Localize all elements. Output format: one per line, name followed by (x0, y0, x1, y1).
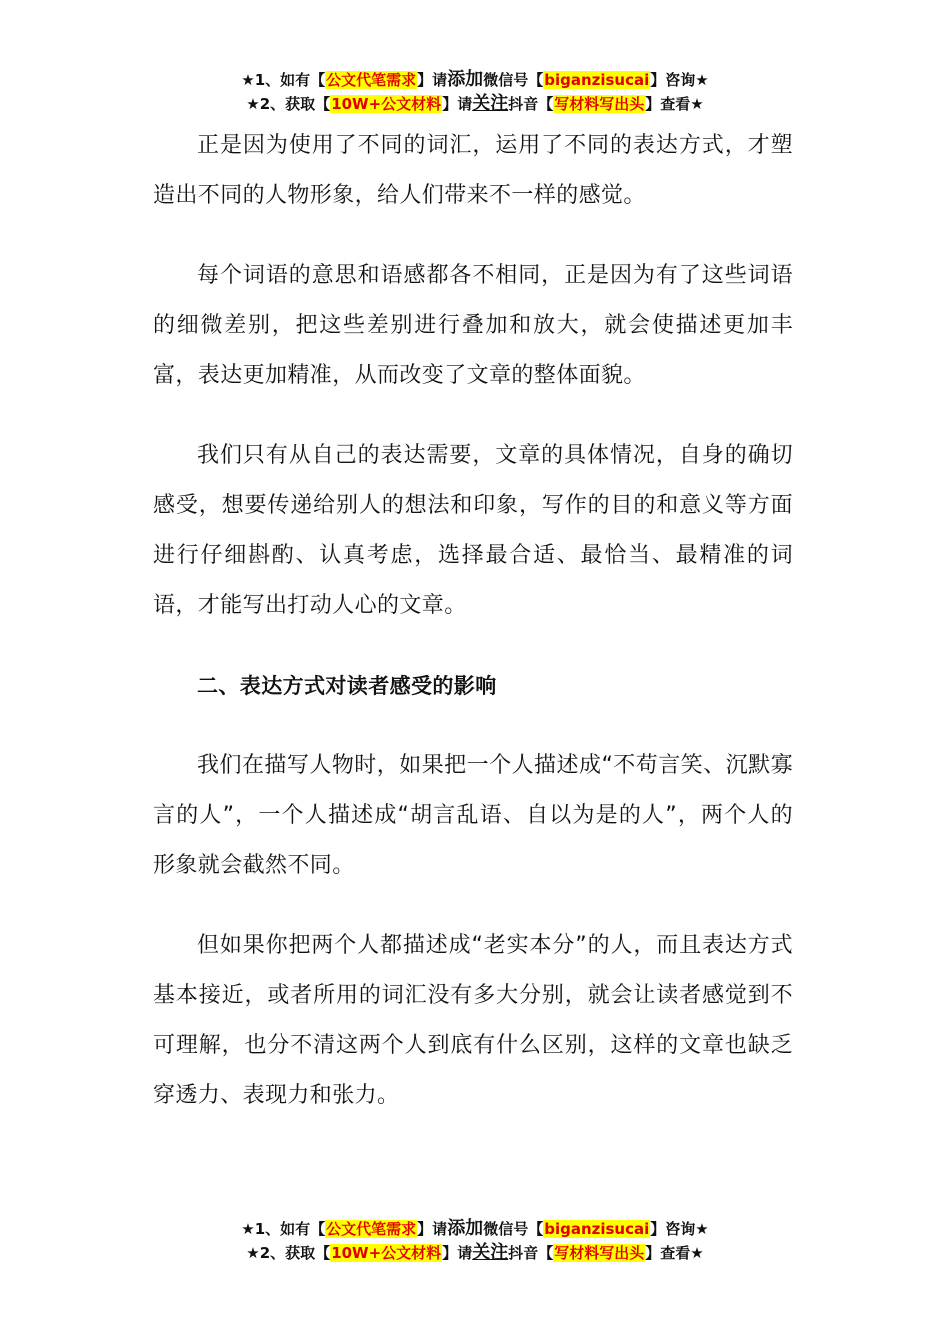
banner-line-1: ★1、如有【公文代笔需求】请添加微信号【biganzisucai】咨询★ (241, 1218, 709, 1239)
highlight-douyin-account: 写材料写出头 (554, 1244, 645, 1262)
highlight-wechat-id: biganzisucai (544, 71, 650, 89)
footer-banner (0, 1217, 950, 1265)
section-heading: 二、表达方式对读者感受的影响 (197, 674, 497, 698)
highlight-materials: 10W+公文材料 (331, 1244, 442, 1262)
highlight-materials: 10W+公文材料 (331, 95, 442, 113)
banner-line-1: ★1、如有【公文代笔需求】请添加微信号【biganzisucai】咨询★ (241, 69, 709, 90)
paragraph: 我们只有从自己的表达需要，文章的具体情况，自身的确切感受，想要传递给别人的想法和印象，写作的目的和意义等方面进行仔细斟酌、认真考虑，选择最合适、最恰当、最精准的词语，才能写出打动人心的文章。 (153, 443, 793, 618)
paragraph: 每个词语的意思和语感都各不相同，正是因为有了这些词语的细微差别，把这些差别进行叠加和放大，就会使描述更加丰富，表达更加精准，从而改变了文章的整体面貌。 (153, 263, 793, 388)
paragraph: 正是因为使用了不同的词汇，运用了不同的表达方式，才塑造出不同的人物形象，给人们带来不一样的感觉。 (153, 133, 793, 208)
banner-line-2: ★2、获取【10W+公文材料】请关注抖音【写材料写出头】查看★ (246, 1242, 704, 1263)
header-banner (0, 68, 950, 116)
paragraph: 我们在描写人物时，如果把一个人描述成“不苟言笑、沉默寡言的人”，一个人描述成“胡言乱语、自以为是的人”，两个人的形象就会截然不同。 (153, 753, 793, 878)
highlight-wechat-id: biganzisucai (544, 1220, 650, 1238)
highlight-writing-service: 公文代笔需求 (326, 1220, 417, 1238)
highlight-douyin-account: 写材料写出头 (554, 95, 645, 113)
document-body (153, 121, 793, 1151)
banner-line-2: ★2、获取【10W+公文材料】请关注抖音【写材料写出头】查看★ (246, 93, 704, 114)
paragraph: 但如果你把两个人都描述成“老实本分”的人，而且表达方式基本接近，或者所用的词汇没有多大分别，就会让读者感觉到不可理解，也分不清这两个人到底有什么区别，这样的文章也缺乏穿透力、表现力和张力。 (153, 933, 793, 1108)
highlight-writing-service: 公文代笔需求 (326, 71, 417, 89)
